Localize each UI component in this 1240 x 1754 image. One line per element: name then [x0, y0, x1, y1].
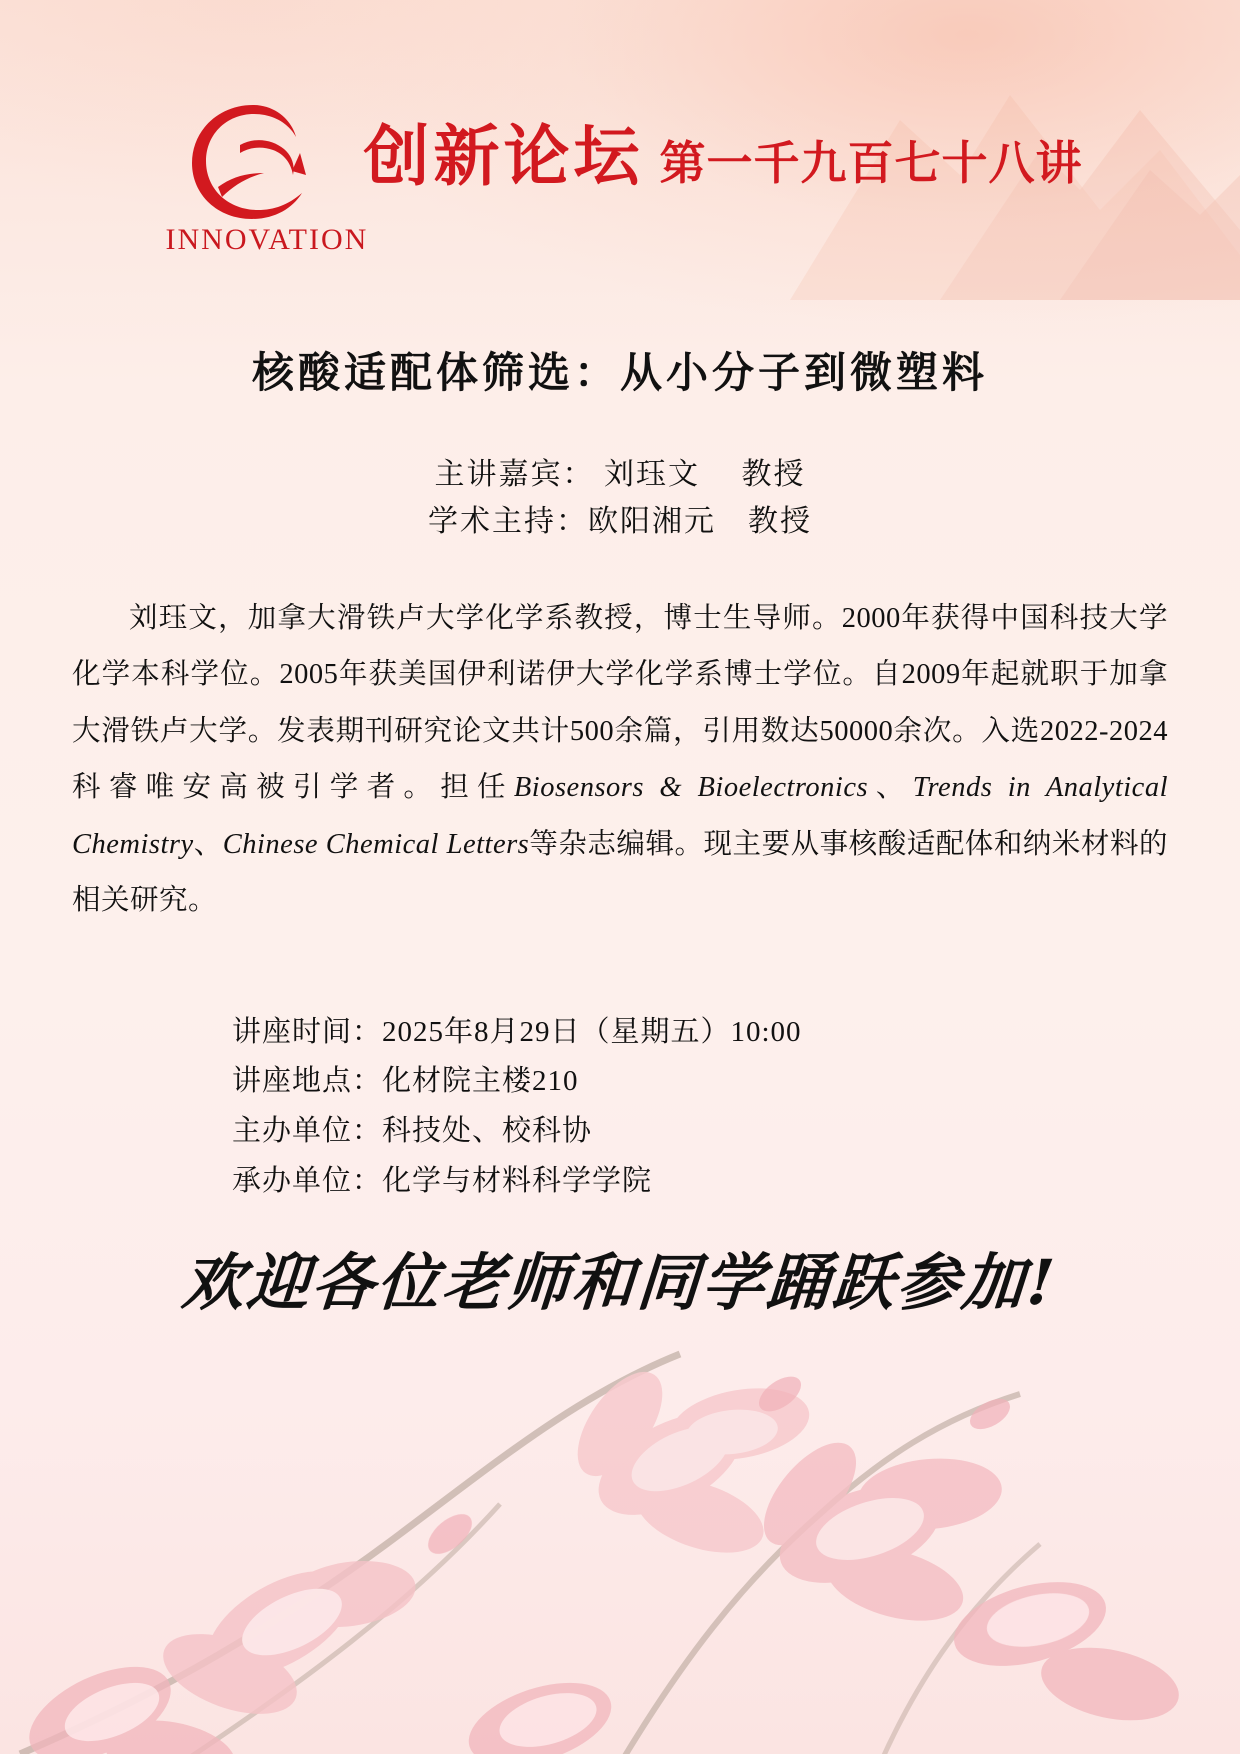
detail-organizer: 主办单位：科技处、校科协	[232, 1115, 593, 1148]
poster-content	[0, 340, 1240, 1322]
detail-time: 讲座时间：2025年8月29日（星期五）10:00	[232, 1015, 802, 1048]
speaker-row: 主讲嘉宾： 刘珏文 教授	[434, 458, 806, 491]
journal-name-2: Trends in Analytical Chemistry	[72, 772, 1168, 860]
journal-name-3: Chinese Chemical Letters	[222, 828, 530, 860]
bio-part-1: 刘珏文，加拿大滑铁卢大学化学系教授，博士生导师。2000年获得中国科技大学化学本科学位。2005年获美国伊利诺伊大学化学系博士学位。自2009年起就职于加拿大滑铁卢大学。发表期刊研究论文共计500余篇，引用数达50000余次。入选2022-2024科睿唯安高被引学者。担任	[72, 603, 1168, 804]
forum-title-block	[363, 95, 1083, 195]
journal-name-1: Biosensors & Bioelectronics	[513, 772, 869, 804]
people-block	[0, 452, 1240, 545]
bio-separator-2: 、	[193, 828, 223, 860]
speaker-bio	[72, 591, 1168, 930]
detail-undertaker: 承办单位：化学与材料科学学院	[232, 1165, 653, 1198]
detail-place: 讲座地点：化材院主楼210	[232, 1065, 579, 1098]
bio-part-2: 等杂志编辑。现主要从事核酸适配体和纳米材料的相关研究。	[72, 828, 1168, 917]
poster-header	[0, 95, 1240, 275]
lecture-title: 核酸适配体筛选：从小分子到微塑料	[251, 348, 988, 397]
event-details	[0, 1008, 1240, 1208]
host-row: 学术主持：欧阳湘元 教授	[428, 504, 812, 538]
forum-issue-number: 第一千九百七十八讲	[659, 136, 1083, 190]
logo-block	[158, 95, 369, 275]
bio-separator-1: 、	[868, 772, 913, 804]
welcome-slogan: 欢迎各位老师和同学踊跃参加!	[179, 1246, 1060, 1320]
logo-wordmark: INNOVATION	[165, 223, 369, 256]
forum-name: 创新论坛	[363, 117, 644, 195]
innovation-logo-icon	[188, 101, 318, 223]
